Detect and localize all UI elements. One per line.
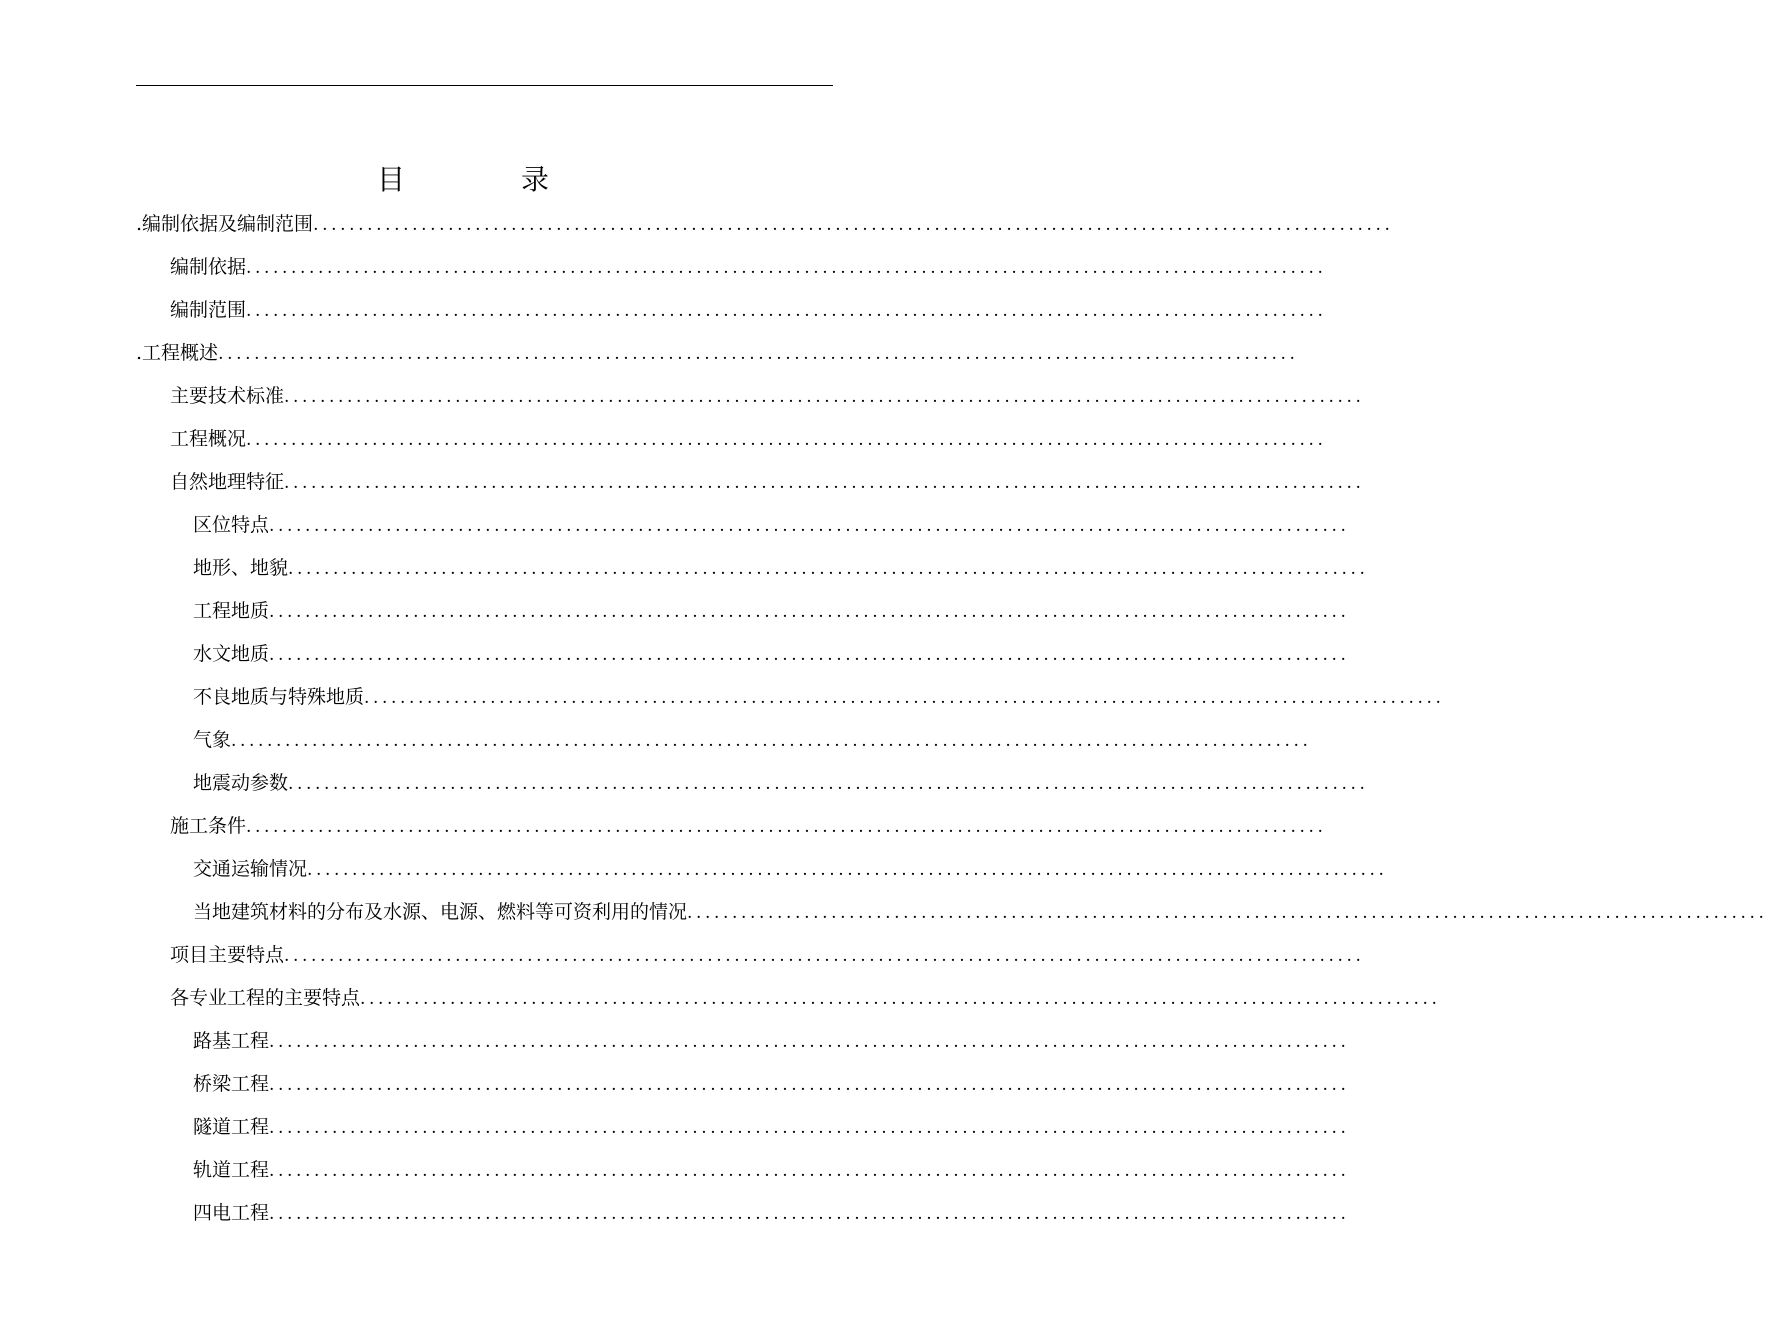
toc-entry-label: 四电工程 bbox=[193, 1202, 270, 1224]
toc-dot-leader: ........................................................................................................................ bbox=[284, 387, 1365, 407]
toc-entry-label: 隧道工程 bbox=[193, 1116, 270, 1138]
toc-entry[interactable] bbox=[136, 1063, 1350, 1106]
toc-dot-leader: ........................................................................................................................ bbox=[284, 946, 1365, 966]
toc-entry-label: 地形、地貌 bbox=[193, 557, 289, 579]
toc-entry[interactable] bbox=[136, 1149, 1350, 1192]
toc-entry[interactable] bbox=[136, 1106, 1350, 1149]
toc-entry-label: 编制依据及编制范围 bbox=[142, 213, 314, 235]
toc-dot-leader: ........................................................................................................................ bbox=[269, 645, 1350, 665]
toc-dot-leader: ........................................................................................................................ bbox=[687, 903, 1767, 923]
toc-title: 目 录 bbox=[376, 163, 593, 196]
toc-entry[interactable] bbox=[136, 590, 1350, 633]
toc-entry-label: 各专业工程的主要特点 bbox=[170, 987, 361, 1009]
toc-entry[interactable] bbox=[136, 547, 1369, 590]
toc-dot-leader: ........................................................................................................................ bbox=[269, 1075, 1350, 1095]
toc-entry-label: 地震动参数 bbox=[193, 772, 289, 794]
toc-dot-leader: ........................................................................................................................ bbox=[288, 774, 1369, 794]
toc-dot-leader: ........................................................................................................................ bbox=[269, 1118, 1350, 1138]
toc-entry-label: 项目主要特点 bbox=[170, 944, 285, 966]
toc-entry-label: 工程地质 bbox=[193, 600, 270, 622]
toc-entry-label: 路基工程 bbox=[193, 1030, 270, 1052]
toc-entry-label: 施工条件 bbox=[170, 815, 247, 837]
toc-entry[interactable] bbox=[136, 1192, 1350, 1235]
toc-entry[interactable] bbox=[136, 375, 1365, 418]
toc-entry-label: 编制依据 bbox=[170, 256, 247, 278]
toc-entry-label: 工程概述 bbox=[142, 342, 219, 364]
toc-entry[interactable] bbox=[136, 246, 1327, 289]
toc-dot-leader: ........................................................................................................................ bbox=[246, 301, 1327, 321]
toc-entry[interactable] bbox=[136, 977, 1441, 1020]
toc-entry[interactable] bbox=[136, 934, 1365, 977]
toc-dot-leader: ........................................................................................................................ bbox=[307, 860, 1388, 880]
toc-entry[interactable] bbox=[136, 805, 1327, 848]
toc-entry[interactable] bbox=[136, 891, 1767, 934]
toc-dot-leader: ........................................................................................................................ bbox=[360, 989, 1441, 1009]
toc-entry-label: 当地建筑材料的分布及水源、电源、燃料等可资利用的情况 bbox=[193, 901, 688, 923]
toc-entry[interactable] bbox=[136, 418, 1327, 461]
toc-entry-number: . bbox=[136, 213, 143, 235]
toc-entry[interactable] bbox=[136, 633, 1350, 676]
toc-entry-label: 主要技术标准 bbox=[170, 385, 285, 407]
toc-dot-leader: ........................................................................................................................ bbox=[269, 1204, 1350, 1224]
toc-dot-leader: ........................................................................................................................ bbox=[284, 473, 1365, 493]
toc-dot-leader: ........................................................................................................................ bbox=[364, 688, 1445, 708]
toc-entry[interactable] bbox=[136, 676, 1445, 719]
toc-entry-label: 水文地质 bbox=[193, 643, 270, 665]
toc-dot-leader: ........................................................................................................................ bbox=[246, 817, 1327, 837]
toc-entry[interactable] bbox=[136, 762, 1369, 805]
toc-entry-label: 不良地质与特殊地质 bbox=[193, 686, 365, 708]
toc-entry[interactable] bbox=[136, 461, 1365, 504]
toc-list bbox=[136, 203, 1767, 1235]
toc-dot-leader: ........................................................................................................................ bbox=[313, 215, 1394, 235]
toc-entry-label: 交通运输情况 bbox=[193, 858, 308, 880]
toc-entry[interactable] bbox=[136, 332, 1299, 375]
toc-dot-leader: ........................................................................................................................ bbox=[269, 516, 1350, 536]
toc-dot-leader: ........................................................................................................................ bbox=[231, 731, 1312, 751]
toc-dot-leader: ........................................................................................................................ bbox=[218, 344, 1299, 364]
toc-entry[interactable] bbox=[136, 203, 1394, 246]
toc-dot-leader: ........................................................................................................................ bbox=[288, 559, 1369, 579]
header-rule bbox=[136, 85, 833, 86]
toc-dot-leader: ........................................................................................................................ bbox=[269, 602, 1350, 622]
toc-entry-label: 气象 bbox=[193, 729, 232, 751]
toc-dot-leader: ........................................................................................................................ bbox=[269, 1032, 1350, 1052]
toc-entry[interactable] bbox=[136, 504, 1350, 547]
toc-entry-label: 工程概况 bbox=[170, 428, 247, 450]
toc-dot-leader: ........................................................................................................................ bbox=[246, 258, 1327, 278]
toc-entry-label: 轨道工程 bbox=[193, 1159, 270, 1181]
toc-entry-number: . bbox=[136, 342, 143, 364]
toc-entry-label: 桥梁工程 bbox=[193, 1073, 270, 1095]
toc-entry[interactable] bbox=[136, 1020, 1350, 1063]
toc-entry-label: 自然地理特征 bbox=[170, 471, 285, 493]
toc-entry[interactable] bbox=[136, 719, 1312, 762]
toc-entry[interactable] bbox=[136, 848, 1388, 891]
toc-entry[interactable] bbox=[136, 289, 1327, 332]
toc-dot-leader: ........................................................................................................................ bbox=[269, 1161, 1350, 1181]
toc-entry-label: 编制范围 bbox=[170, 299, 247, 321]
toc-dot-leader: ........................................................................................................................ bbox=[246, 430, 1327, 450]
toc-entry-label: 区位特点 bbox=[193, 514, 270, 536]
